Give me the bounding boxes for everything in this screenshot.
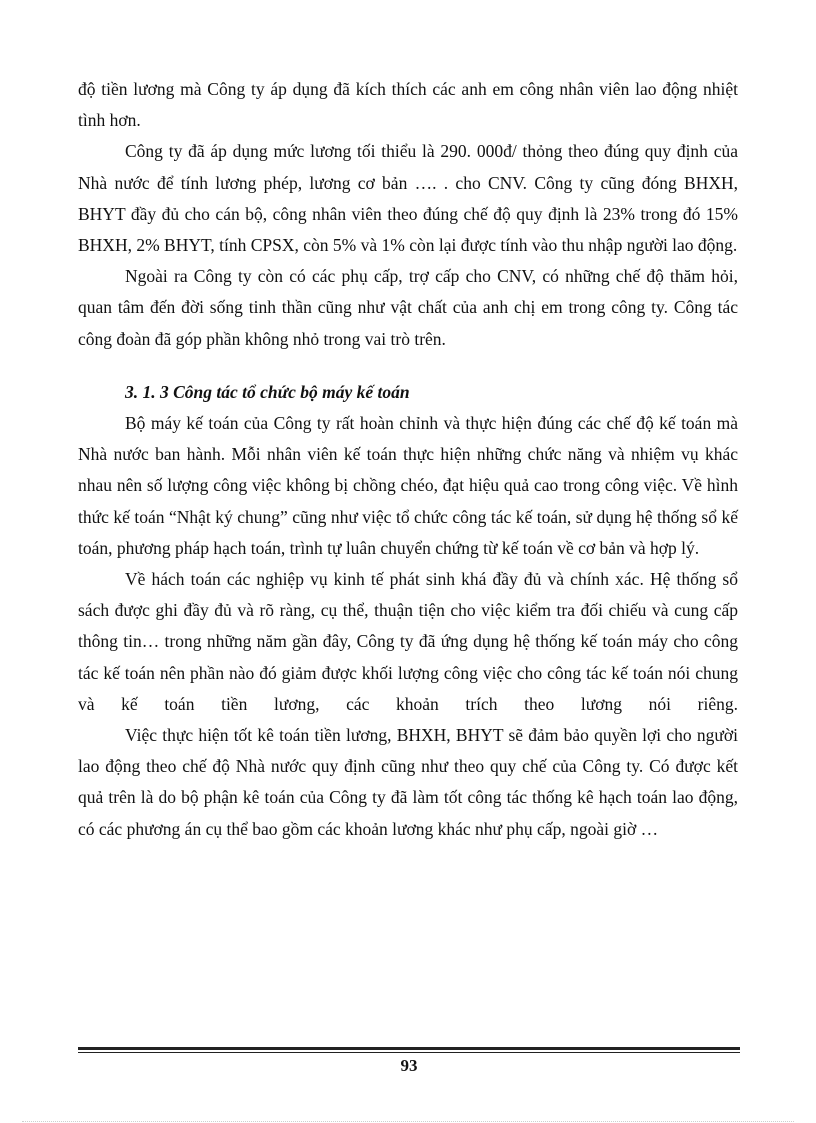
page-footer — [78, 1047, 740, 1076]
paragraph-salary-accounting: Việc thực hiện tốt kê toán tiền lương, BHXH, BHYT sẽ đảm bảo quyền lợi cho người lao động theo chế độ Nhà nước quy định cũng như theo quy chế của Công ty. Có được kết quả trên là do bộ phận kê toán của Công ty đã làm tốt công tác thống kê hạch toán lao động, có các phương án cụ thể bao gồm các khoản lương khác như phụ cấp, ngoài giờ … — [78, 725, 738, 839]
footer-rule-thick — [78, 1047, 740, 1050]
page-body — [78, 74, 738, 845]
paragraph-accounting-apparatus: Bộ máy kế toán của Công ty rất hoàn chỉnh và thực hiện đúng các chế độ kế toán mà Nhà nước ban hành. Mỗi nhân viên kế toán thực hiện những chức năng và nhiệm vụ khác nhau nên số lượng công việc không bị chồng chéo, đạt hiệu quả cao trong công việc. Về hình thức kế toán “Nhật ký chung” cũng như việc tổ chức công tác kế toán, sử dụng hệ thống sổ kế toán, phương pháp hạch toán, trình tự luân chuyển chứng từ kế toán về cơ bản và hợp lý. — [78, 413, 738, 558]
paragraph-allowances: Ngoài ra Công ty còn có các phụ cấp, trợ cấp cho CNV, có những chế độ thăm hỏi, quan tâm đến đời sống tinh thần cũng như vật chất của anh chị em trong công ty. Công tác công đoàn đã góp phần không nhỏ trong vai trò trên. — [78, 266, 738, 349]
page-number: 93 — [400, 1056, 418, 1075]
page-edge-divider — [22, 1121, 794, 1122]
paragraph-minimum-wage: Công ty đã áp dụng mức lương tối thiểu là 290. 000đ/ thỏng theo đúng quy định của Nhà nước để tính lương phép, lương cơ bản …. . cho CNV. Công ty cũng đóng BHXH, BHYT đầy đủ cho cán bộ, công nhân viên theo đúng chế độ quy định là 23% trong đó 15% BHXH, 2% BHYT, tính CPSX, còn 5% và 1% còn lại được tính vào thu nhập người lao động. — [78, 141, 738, 256]
paragraph-accounting-records: Về hách toán các nghiệp vụ kinh tế phát sinh khá đầy đủ và chính xác. Hệ thống sổ sách được ghi đầy đủ và rõ ràng, cụ thể, thuận tiện cho việc kiểm tra đối chiếu và cung cấp thông tin… trong những năm gần đây, Công ty đã ứng dụng hệ thống kế toán máy cho công tác kế toán nên phần nào đó giảm được khối lượng công việc cho công tác kế toán nói chung và kế toán tiền lương, các khoản trích theo lương nói riêng. — [78, 569, 738, 714]
section-heading: 3. 1. 3 Công tác tổ chức bộ máy kế toán — [125, 381, 410, 402]
paragraph-continuation: độ tiền lương mà Công ty áp dụng đã kích thích các anh em công nhân viên lao động nhiệt tình hơn. — [78, 79, 738, 131]
footer-rule-thin — [78, 1052, 740, 1053]
